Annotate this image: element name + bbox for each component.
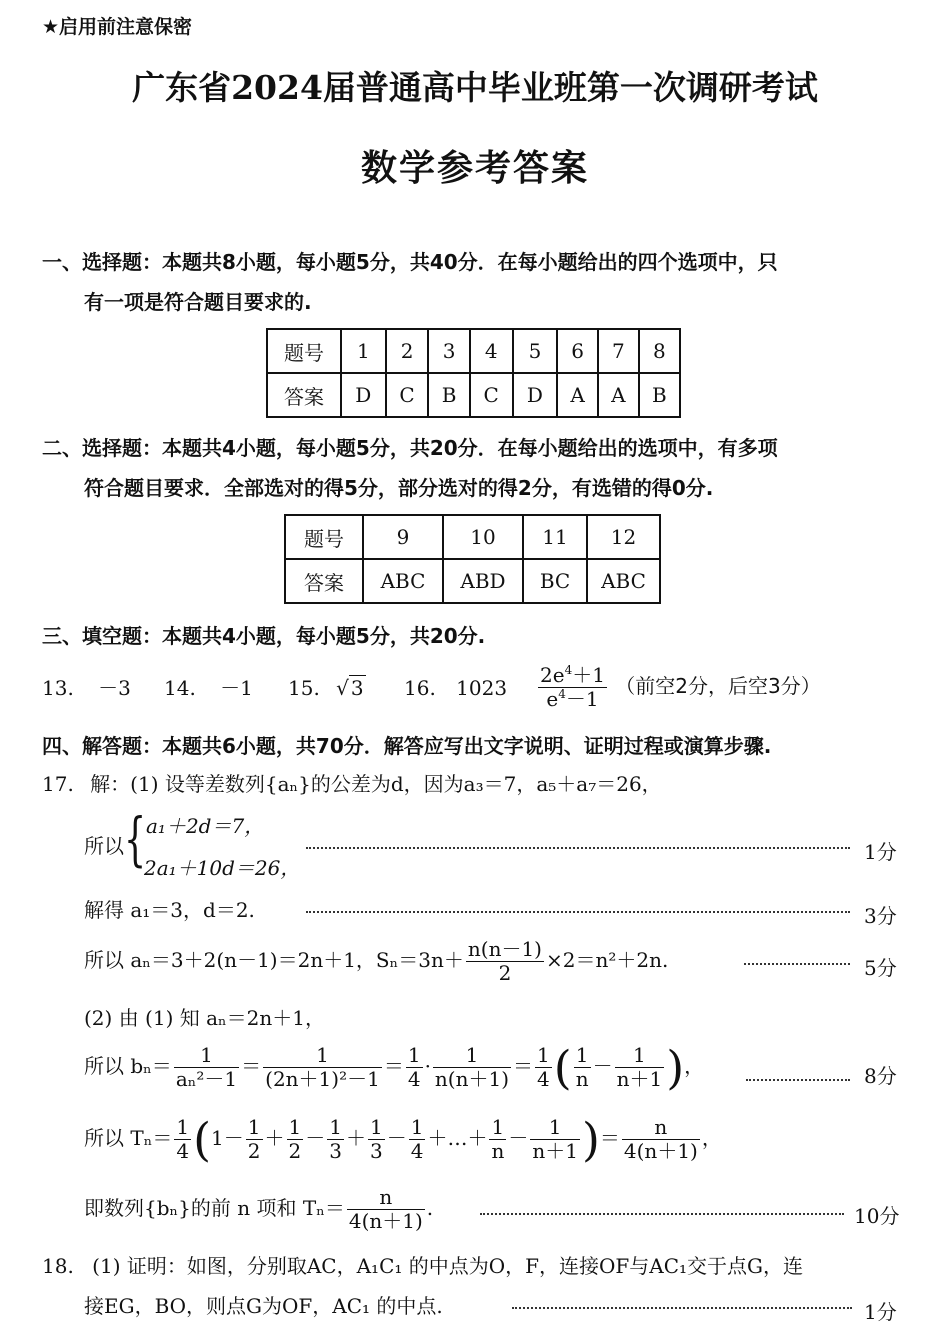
fraction-numerator: 1 xyxy=(407,1043,421,1067)
right-paren: ) xyxy=(581,1112,600,1167)
fraction-denominator: 2 xyxy=(498,961,512,985)
table-cell: ABC xyxy=(363,559,443,603)
fraction xyxy=(406,1044,423,1091)
q16-num-base: 2e xyxy=(540,663,565,687)
fraction xyxy=(246,1116,263,1163)
section2-line2: 符合题目要求．全部选对的得5分，部分选对的得2分，有选错的得0分. xyxy=(84,476,714,500)
q17-sys-eq1: a₁＋2d＝7， xyxy=(146,814,265,838)
table-cell: BC xyxy=(523,559,587,603)
left-paren: ( xyxy=(193,1112,212,1167)
equals-sign: ＝ xyxy=(241,1054,262,1078)
q16-num-exp: 4 xyxy=(564,663,573,677)
fraction-denominator: n xyxy=(575,1067,589,1091)
table-row xyxy=(285,559,660,603)
q17-score5: 10分 xyxy=(854,1204,900,1228)
q16-num-tail: ＋1 xyxy=(572,663,605,687)
fraction xyxy=(574,1044,591,1091)
q17-final-row xyxy=(84,1186,433,1233)
q17-score2: 3分 xyxy=(864,904,897,928)
fraction-denominator: n(n＋1) xyxy=(434,1067,510,1091)
fraction xyxy=(263,1044,382,1091)
equals-sign: ＝ xyxy=(513,1054,534,1078)
table-header-question: 题号 xyxy=(267,329,341,373)
table-cell: D xyxy=(341,373,386,417)
table-cell: B xyxy=(639,373,680,417)
brace-symbol: { xyxy=(124,805,147,873)
fraction xyxy=(368,1116,385,1163)
q18-label: 18. xyxy=(42,1254,74,1278)
q17-score4: 8分 xyxy=(864,1064,897,1088)
table-cell: B xyxy=(428,373,469,417)
q18-row1 xyxy=(42,1256,803,1276)
q16-den-exp: 4 xyxy=(558,687,566,701)
q17-sys-eq2: 2a₁＋10d＝26， xyxy=(144,856,301,880)
fraction-denominator: 2 xyxy=(288,1139,302,1163)
fraction-denominator: 4(n＋1) xyxy=(348,1209,423,1233)
q16-row xyxy=(404,678,507,698)
fraction-denominator: 4 xyxy=(176,1139,190,1163)
fraction-numerator: 1 xyxy=(615,1044,665,1068)
fraction-denominator: 4(n＋1) xyxy=(623,1139,698,1163)
fraction-denominator: 2 xyxy=(247,1139,261,1163)
section4-heading: 四、解答题：本题共6小题，共70分．解答应写出文字说明、证明过程或演算步骤. xyxy=(42,734,772,758)
table-cell: 4 xyxy=(470,329,513,373)
q17-final-prefix: 即数列{bₙ}的前 n 项和 Tₙ＝ xyxy=(84,1196,345,1220)
table-header-answer: 答案 xyxy=(267,373,341,417)
q17-bn-row xyxy=(84,1040,705,1095)
fraction-numerator: 1 xyxy=(489,1116,506,1140)
fraction xyxy=(174,1044,239,1091)
q17-solve: 解得 a₁＝3，d＝2. xyxy=(84,898,255,922)
q17-score1: 1分 xyxy=(864,840,897,864)
fraction xyxy=(622,1116,700,1163)
fraction-numerator: n(n－1) xyxy=(467,937,542,961)
q13-label: 13. xyxy=(42,676,74,700)
table-cell: 2 xyxy=(386,329,429,373)
plus-sign: ＋ xyxy=(345,1126,366,1150)
table-cell: 3 xyxy=(428,329,469,373)
section2-line1: 二、选择题：本题共4小题，每小题5分，共20分．在每小题给出的选项中，有多项 xyxy=(42,436,778,460)
table-header-answer: 答案 xyxy=(285,559,363,603)
fraction-numerator: n xyxy=(622,1116,700,1140)
minus-sign: － xyxy=(508,1126,529,1150)
table-cell: A xyxy=(557,373,598,417)
answer-table-1 xyxy=(266,328,681,418)
fraction xyxy=(530,1116,580,1163)
fraction xyxy=(287,1116,304,1163)
section1-line1: 一、选择题：本题共8小题，每小题5分，共40分．在每小题给出的四个选项中，只 xyxy=(42,250,778,274)
table-cell: 10 xyxy=(443,515,523,559)
fraction-denominator: 3 xyxy=(369,1139,383,1163)
q17-part2: (2) 由 (1) 知 aₙ＝2n＋1， xyxy=(84,1006,325,1030)
section3-heading: 三、填空题：本题共4小题，每小题5分，共20分. xyxy=(42,624,486,648)
fraction-denominator: 4 xyxy=(537,1067,550,1091)
q17-sys-prefix: 所以 xyxy=(84,834,124,858)
fraction xyxy=(327,1116,344,1163)
q14-label: 14. xyxy=(164,676,196,700)
fraction-denominator: (2n＋1)²－1 xyxy=(265,1067,380,1091)
period: . xyxy=(426,1196,434,1220)
fraction-numerator: 1 xyxy=(174,1044,239,1068)
fraction-denominator: n＋1 xyxy=(616,1067,663,1091)
section1-line2: 有一项是符合题目要求的. xyxy=(84,290,312,314)
fraction xyxy=(409,1116,426,1163)
q17-intro: 解：(1) 设等差数列{aₙ}的公差为d，因为a₃＝7，a₅＋a₇＝26， xyxy=(90,772,662,796)
fraction-numerator: n xyxy=(347,1186,425,1210)
q13-row xyxy=(42,678,131,698)
q18-score1: 1分 xyxy=(864,1300,897,1324)
q17-an-row xyxy=(84,938,668,985)
fraction xyxy=(615,1044,665,1091)
fraction-numerator: 1 xyxy=(263,1044,382,1068)
q16-den-base: e xyxy=(546,687,559,711)
fraction-denominator: aₙ²－1 xyxy=(175,1067,238,1091)
table-cell: 8 xyxy=(639,329,680,373)
q17-intro-row xyxy=(42,774,662,794)
fraction xyxy=(433,1044,511,1091)
table-row xyxy=(267,373,680,417)
fraction-numerator: 1 xyxy=(410,1115,424,1139)
right-paren: ) xyxy=(666,1040,685,1095)
q16-den-tail: －1 xyxy=(565,687,599,711)
minus-sign: － xyxy=(592,1054,613,1078)
answer-table-2 xyxy=(284,514,661,604)
q17-an-fraction xyxy=(466,938,544,985)
q17-tn-row xyxy=(84,1112,722,1167)
minus-sign: － xyxy=(386,1126,407,1150)
table-cell: ABC xyxy=(587,559,660,603)
equals-sign: ＝ xyxy=(599,1126,620,1150)
table-cell: A xyxy=(598,373,639,417)
q18-line2: 接EG，BO，则点G为OF，AC₁ 的中点. xyxy=(84,1294,443,1318)
q17-label: 17. xyxy=(42,772,74,796)
q17-bn-prefix: 所以 bₙ＝ xyxy=(84,1054,172,1078)
table-cell: C xyxy=(386,373,429,417)
q14-answer: －1 xyxy=(220,676,253,700)
fraction xyxy=(489,1116,506,1163)
fraction xyxy=(535,1044,552,1091)
q17-tn-prefix: 所以 Tₙ＝ xyxy=(84,1126,173,1150)
table-cell: ABD xyxy=(443,559,523,603)
q17-an-b: ×2＝n²＋2n. xyxy=(545,948,669,972)
sqrt-symbol: √ 3 xyxy=(336,676,364,700)
table-header-question: 题号 xyxy=(285,515,363,559)
fraction-denominator: 4 xyxy=(407,1067,421,1091)
fraction-denominator: n＋1 xyxy=(532,1139,578,1163)
fraction-denominator: n xyxy=(491,1139,505,1163)
q18-line1: (1) 证明：如图，分别取AC，A₁C₁ 的中点为O，F，连接OF与AC₁交于点G，连 xyxy=(92,1254,804,1278)
comma: ， xyxy=(701,1126,722,1150)
fraction-numerator: 1 xyxy=(574,1044,591,1068)
equals-sign: ＝ xyxy=(383,1054,404,1078)
minus-sign: － xyxy=(305,1126,326,1150)
plus-sign: ＋ xyxy=(264,1126,285,1150)
table-cell: 6 xyxy=(557,329,598,373)
q16-answer-b xyxy=(536,664,821,711)
table-cell: 1 xyxy=(341,329,386,373)
q15-label: 15. xyxy=(288,676,320,700)
dot-operator: · xyxy=(424,1054,431,1078)
fraction-numerator: 1 xyxy=(369,1115,383,1139)
table-row xyxy=(285,515,660,559)
fraction xyxy=(174,1116,191,1163)
fraction-numerator: 1 xyxy=(288,1115,302,1139)
confidential-label: ★启用前注意保密 xyxy=(42,16,193,38)
fraction-denominator: 3 xyxy=(329,1139,342,1163)
fraction-numerator: 1 xyxy=(329,1115,342,1139)
q17-an-a: 所以 aₙ＝3＋2(n－1)＝2n＋1，Sₙ＝3n＋ xyxy=(84,948,464,972)
q17-score3: 5分 xyxy=(864,956,897,980)
document-title: 数学参考答案 xyxy=(360,147,589,189)
table-cell: D xyxy=(513,373,558,417)
fraction-numerator: 1 xyxy=(433,1044,511,1068)
fraction-denominator: 4 xyxy=(410,1139,424,1163)
table-cell: 7 xyxy=(598,329,639,373)
q16-note: （前空2分，后空3分） xyxy=(615,674,821,698)
q15-radicand: 3 xyxy=(350,676,364,700)
fraction-numerator: 1 xyxy=(530,1116,580,1140)
table-row xyxy=(267,329,680,373)
fraction-numerator: 1 xyxy=(176,1115,190,1139)
q14-row xyxy=(164,678,253,698)
left-paren: ( xyxy=(553,1040,572,1095)
exam-title: 广东省2024届普通高中毕业班第一次调研考试 xyxy=(132,68,818,107)
table-cell: 12 xyxy=(587,515,660,559)
q16-fraction xyxy=(538,664,607,711)
ellipsis: ＋…＋ xyxy=(427,1126,488,1150)
q15-row xyxy=(288,678,366,698)
table-cell: C xyxy=(470,373,513,417)
table-cell: 5 xyxy=(513,329,558,373)
fraction xyxy=(347,1186,425,1233)
fraction-numerator: 1 xyxy=(247,1115,261,1139)
q16-label: 16. xyxy=(404,676,436,700)
q13-answer: －3 xyxy=(98,676,131,700)
table-cell: 11 xyxy=(523,515,587,559)
comma: ， xyxy=(684,1054,705,1078)
q16-answer-a: 1023 xyxy=(456,676,508,700)
tn-one: 1－ xyxy=(211,1126,244,1150)
fraction-numerator: 1 xyxy=(537,1043,550,1067)
table-cell: 9 xyxy=(363,515,443,559)
